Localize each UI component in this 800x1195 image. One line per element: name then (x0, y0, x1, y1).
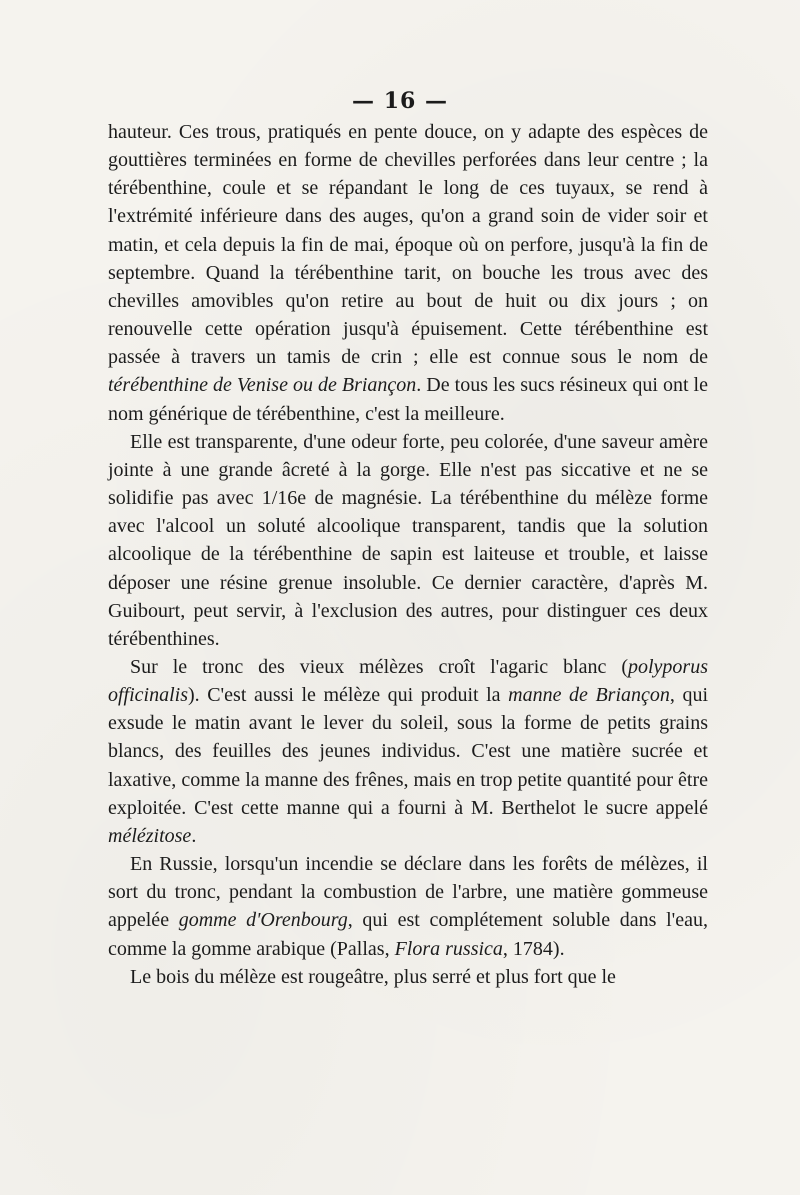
paragraph-2 (108, 428, 708, 653)
text-run: . De tous les sucs résineux qui ont le nom générique de térébenthine, c'est la meilleure. (108, 374, 708, 425)
page-number: — 16 — (352, 88, 448, 114)
italic-term: térébenthine de Venise ou de Briançon (108, 374, 417, 397)
text-run: , qui est complétement soluble dans l'eau, comme la gomme arabique (Pallas, (108, 909, 708, 960)
text-run: Elle est transparente, d'une odeur forte, peu colorée, d'une saveur amère jointe à une grande âcreté à la gorge. Elle n'est pas siccative et ne se solidifie pas avec 1/16e de magnésie. La térébenthine du mélèze forme avec l'alcool un soluté alcoolique transparent, tandis que la solution alcoolique de la térébenthine de sapin est laiteuse et trouble, et laisse déposer une résine grenue insoluble. Ce dernier caractère, d'après M. Guibourt, peut servir, à l'exclusion des autres, pour distinguer ces deux térébenthines. (108, 430, 708, 650)
text-run: ). C'est aussi le mélèze qui produit la (188, 684, 509, 707)
text-run: , qui exsude le matin avant le lever du soleil, sous la forme de petits grains blancs, des feuilles des jeunes individus. C'est une matière sucrée et laxative, comme la manne des frênes, mais en trop petite quantité pour être exploitée. C'est cette manne qui a fourni à M. Berthelot le sucre appelé (108, 684, 709, 819)
italic-term: mélézitose (108, 824, 192, 847)
text-run: . (191, 824, 197, 847)
text-run: hauteur. Ces trous, pratiqués en pente douce, on y adapte des espèces de gouttières terminées en forme de chevilles perforées dans leur centre ; la térébenthine, coule et se répandant le long de ces tuyaux, se rend à l'extrémité inférieure dans des auges, qu'on a grand soin de vider soir et matin, et cela depuis la fin de mai, époque où on perfore, jusqu'à la fin de septembre. Quand la térébenthine tarit, on bouche les trous avec des chevilles amovibles qu'on retire au bout de huit ou dix jours ; on renouvelle cette opération jusqu'à épuisement. Cette térébenthine est passée à travers un tamis de crin ; elle est connue sous le nom de (108, 121, 708, 369)
text-run: Le bois du mélèze est rougeâtre, plus serré et plus fort que le (130, 965, 616, 988)
italic-term: Flora russica (394, 937, 503, 960)
body-text (108, 118, 708, 991)
italic-term: manne de Briançon (508, 684, 670, 707)
paragraph-5 (108, 963, 708, 991)
text-run: En Russie, lorsqu'un incendie se déclare dans les forêts de mélèzes, il sort du tronc, pendant la combustion de l'arbre, une matière gommeuse appelée (108, 853, 708, 932)
paragraph-4 (108, 850, 708, 963)
italic-term: polyporus officinalis (108, 655, 708, 707)
paragraph-3 (108, 653, 708, 850)
text-run: , 1784). (502, 937, 565, 960)
italic-term: gomme d'Orenbourg (178, 909, 348, 932)
text-run: Sur le tronc des vieux mélèzes croît l'agaric blanc ( (130, 655, 628, 678)
paragraph-1 (108, 118, 708, 428)
